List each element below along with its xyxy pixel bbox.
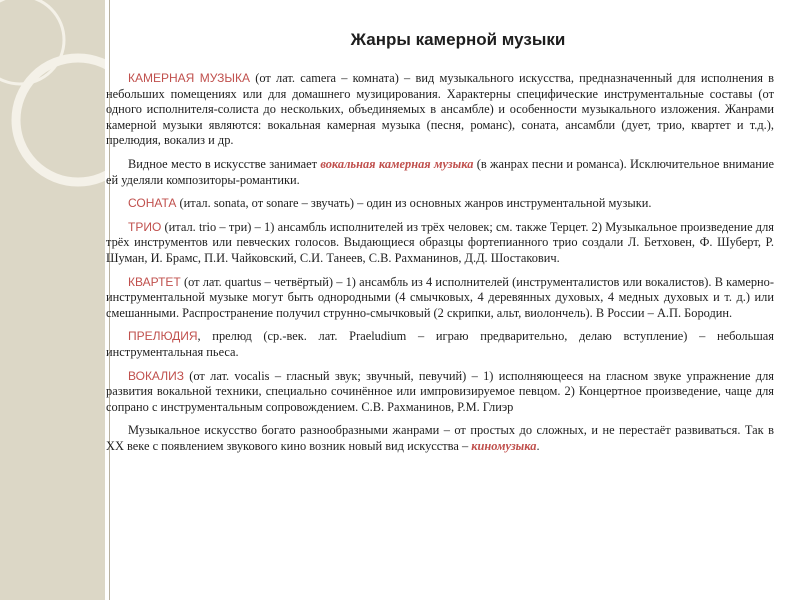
decorative-ring-large [16, 58, 105, 182]
paragraph-chamber-music [106, 71, 774, 149]
paragraph-text-before: Видное место в искусстве занимает [128, 156, 321, 171]
slide-title: Жанры камерной музыки [350, 30, 566, 49]
paragraph-text: (итал. trio – три) – 1) ансамбль исполнителей из трёх человек; см. также Терцет. 2) Музыкальное произведение для трёх инструментов или певческих голосов. Выдающиеся образцы фортепианного трио создали Л. Бетховен, Ф. Шуберт, Р. Шуман, И. Брамс, П.И. Чайковский, С.И. Танеев, С.В. Рахманинов, Д.Д. Шостакович. [106, 219, 774, 265]
slide-content [106, 71, 774, 462]
paragraph-quartet [106, 275, 774, 322]
paragraph-prelude [106, 329, 774, 360]
decorative-ring-small [0, 0, 64, 84]
paragraph-text: (от лат. vocalis – гласный звук; звучный, певучий) – 1) исполняющееся на гласном звуке упражнение для развития вокальной техники, специально сочинённое или импровизируемое певцом. 2) Концертное произведение, чаще для сопрано с инструментальным сопровождением. С.В. Рахманинов, Р.М. Глиэр [106, 368, 774, 414]
paragraph-text-after: (в жанрах песни и романса). Исключительное внимание ей уделяли композиторы-романтики. [106, 156, 774, 187]
term-vocal-chamber-music: вокальная камерная музыка [320, 156, 474, 171]
decorative-circles [0, 0, 105, 600]
paragraph-text: (итал. sonata, от sonare – звучать) – один из основных жанров инструментальной музыки. [176, 196, 652, 211]
term-film-music: киномузыка [471, 438, 537, 453]
paragraph-text-before: Музыкальное искусство богато разнообразными жанрами – от простых до сложных, и не перестаёт развиваться. Так в XX веке с появлением звукового кино возник новый вид искусства – [106, 423, 774, 453]
term-prelude: ПРЕЛЮДИЯ [128, 329, 198, 344]
term-vocalise: ВОКАЛИЗ [128, 368, 184, 383]
paragraph-sonata [106, 196, 774, 212]
paragraph-vocalise [106, 369, 774, 416]
paragraph-vocal-music [106, 157, 774, 188]
paragraph-text-after: . [536, 438, 540, 453]
paragraph-text: (от лат. quartus – четвёртый) – 1) ансамбль из 4 исполнителей (инструменталистов или вокалистов). В камерно-инструментальной музыке могут быть однородными (4 смычковых, 4 деревянных духовых, 4 медных духовых и т. д.) или смешанными. Распространение получил струнно-смычковый (2 скрипки, альт, виолончель). В России – А.П. Бородин. [106, 274, 774, 320]
decorative-side-band [0, 0, 105, 600]
paragraph-trio [106, 220, 774, 267]
term-trio: ТРИО [128, 219, 162, 234]
term-chamber-music: КАМЕРНАЯ МУЗЫКА [128, 71, 251, 85]
paragraph-text: (от лат. camera – комната) – вид музыкального искусства, предназначенный для исполнения в небольших помещениях или для домашнего музицирования. Характерны специфические инструментальные составы (от одного исполнителя-солиста до нескольких, объединяемых в ансамбле) и особенности музыкального изложения. Жанрами камерной музыки являются: вокальная камерная музыка (песня, романс), соната, ансамбли (дует, трио, квартет и т.д.), прелюдия, вокализ и др. [106, 71, 775, 148]
paragraph-film-music [106, 423, 774, 454]
term-sonata: СОНАТА [128, 196, 177, 211]
term-quartet: КВАРТЕТ [128, 274, 181, 289]
paragraph-text: , прелюд (ср.-век. лат. Praeludium – играю предварительно, делаю вступление) – небольшая инструментальная пьеса. [106, 329, 774, 359]
